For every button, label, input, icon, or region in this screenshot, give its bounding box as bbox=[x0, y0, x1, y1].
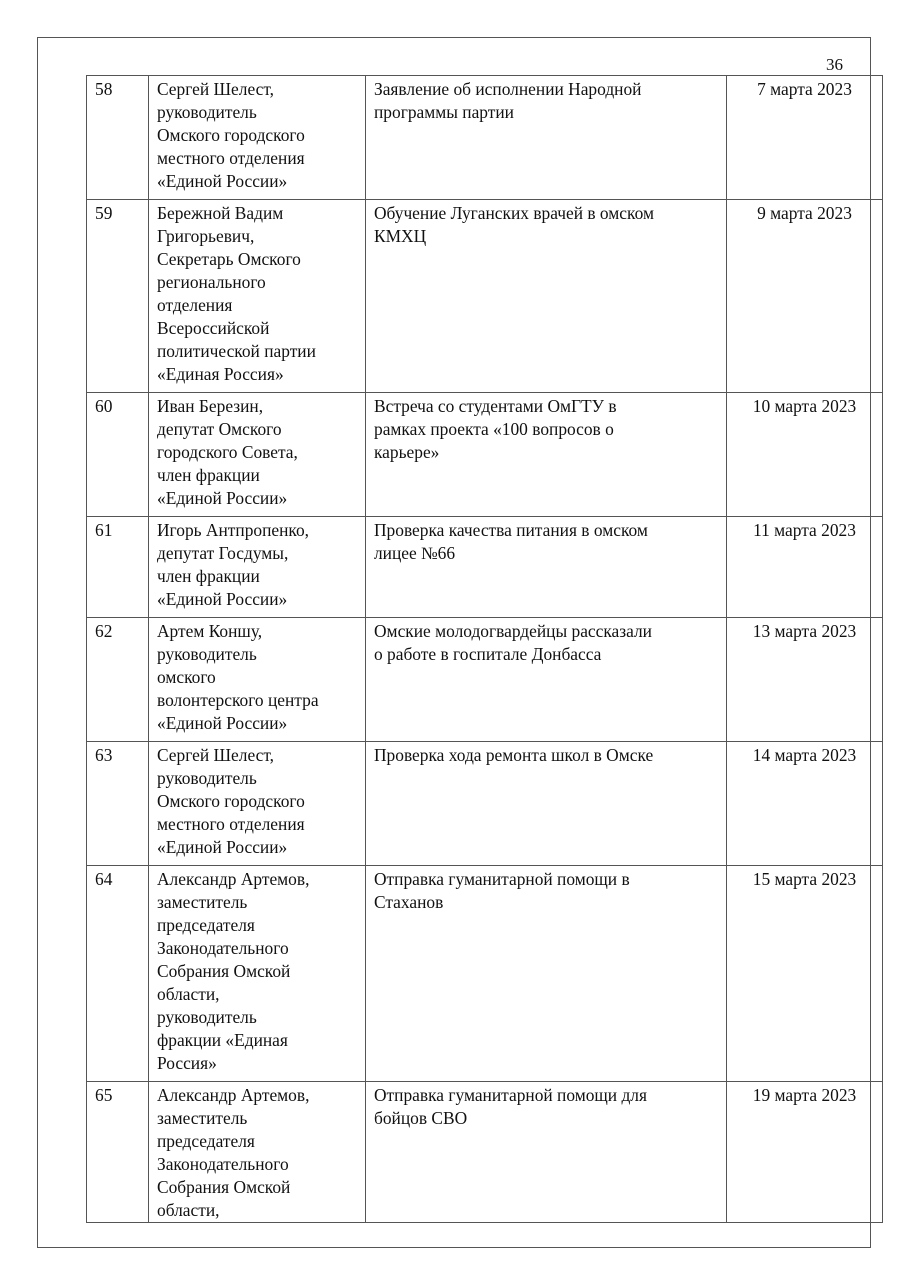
row-number: 65 bbox=[87, 1082, 149, 1223]
table-row bbox=[87, 866, 883, 1082]
person-cell bbox=[149, 1082, 366, 1223]
person-line: «Единой России» bbox=[157, 589, 288, 609]
person-line: городского Совета, bbox=[157, 442, 298, 462]
event-cell bbox=[366, 393, 727, 517]
event-line: бойцов СВО bbox=[374, 1108, 468, 1128]
person-line: Артем Коншу, bbox=[157, 621, 263, 641]
event-line: КМХЦ bbox=[374, 226, 427, 246]
person-line: Всероссийской bbox=[157, 318, 270, 338]
row-number: 60 bbox=[87, 393, 149, 517]
row-number: 63 bbox=[87, 742, 149, 866]
person-line: омского bbox=[157, 667, 216, 687]
person-line: член фракции bbox=[157, 465, 260, 485]
person-line: Григорьевич, bbox=[157, 226, 255, 246]
person-line: Александр Артемов, bbox=[157, 1085, 310, 1105]
person-line: Собрания Омской bbox=[157, 961, 291, 981]
event-line: рамках проекта «100 вопросов о bbox=[374, 419, 614, 439]
person-line: Омского городского bbox=[157, 791, 305, 811]
person-cell bbox=[149, 866, 366, 1082]
person-line: «Единой России» bbox=[157, 488, 288, 508]
event-line: Отправка гуманитарной помощи для bbox=[374, 1085, 647, 1105]
person-line: области, bbox=[157, 1200, 220, 1220]
event-line: Заявление об исполнении Народной bbox=[374, 79, 642, 99]
date-cell: 14 марта 2023 bbox=[727, 742, 883, 866]
person-line: председателя bbox=[157, 1131, 255, 1151]
person-line: «Единой России» bbox=[157, 171, 288, 191]
event-line: Проверка качества питания в омском bbox=[374, 520, 648, 540]
table-row bbox=[87, 517, 883, 618]
person-line: Собрания Омской bbox=[157, 1177, 291, 1197]
person-line: местного отделения bbox=[157, 148, 305, 168]
person-cell bbox=[149, 200, 366, 393]
event-cell bbox=[366, 517, 727, 618]
person-line: Бережной Вадим bbox=[157, 203, 284, 223]
event-line: Стаханов bbox=[374, 892, 444, 912]
event-cell bbox=[366, 618, 727, 742]
event-cell bbox=[366, 200, 727, 393]
event-line: лицее №66 bbox=[374, 543, 456, 563]
person-line: Законодательного bbox=[157, 1154, 289, 1174]
person-line: «Единой России» bbox=[157, 837, 288, 857]
person-line: Игорь Антпропенко, bbox=[157, 520, 310, 540]
event-line: о работе в госпитале Донбасса bbox=[374, 644, 602, 664]
events-table bbox=[86, 75, 883, 1223]
person-cell bbox=[149, 393, 366, 517]
event-line: Обучение Луганских врачей в омском bbox=[374, 203, 654, 223]
event-cell bbox=[366, 742, 727, 866]
table-row bbox=[87, 1082, 883, 1223]
event-cell bbox=[366, 76, 727, 200]
row-number: 59 bbox=[87, 200, 149, 393]
page-number: 36 bbox=[826, 55, 843, 74]
event-line: Омские молодогвардейцы рассказали bbox=[374, 621, 652, 641]
person-line: Секретарь Омского bbox=[157, 249, 301, 269]
person-line: депутат Омского bbox=[157, 419, 282, 439]
person-line: руководитель bbox=[157, 102, 257, 122]
person-line: области, bbox=[157, 984, 220, 1004]
person-line: член фракции bbox=[157, 566, 260, 586]
person-line: руководитель bbox=[157, 644, 257, 664]
person-cell bbox=[149, 76, 366, 200]
person-line: Сергей Шелест, bbox=[157, 745, 274, 765]
person-line: Законодательного bbox=[157, 938, 289, 958]
person-line: руководитель bbox=[157, 768, 257, 788]
person-line: Александр Артемов, bbox=[157, 869, 310, 889]
person-line: волонтерского центра bbox=[157, 690, 319, 710]
date-cell: 9 марта 2023 bbox=[727, 200, 883, 393]
row-number: 64 bbox=[87, 866, 149, 1082]
person-line: «Единой России» bbox=[157, 713, 288, 733]
event-cell bbox=[366, 1082, 727, 1223]
person-line: фракции «Единая bbox=[157, 1030, 288, 1050]
person-line: политической партии bbox=[157, 341, 316, 361]
date-cell: 19 марта 2023 bbox=[727, 1082, 883, 1223]
event-line: Отправка гуманитарной помощи в bbox=[374, 869, 630, 889]
date-cell: 15 марта 2023 bbox=[727, 866, 883, 1082]
person-line: председателя bbox=[157, 915, 255, 935]
person-line: руководитель bbox=[157, 1007, 257, 1027]
row-number: 58 bbox=[87, 76, 149, 200]
date-cell: 11 марта 2023 bbox=[727, 517, 883, 618]
person-line: Иван Березин, bbox=[157, 396, 264, 416]
event-line: Встреча со студентами ОмГТУ в bbox=[374, 396, 617, 416]
event-line: программы партии bbox=[374, 102, 514, 122]
person-line: регионального bbox=[157, 272, 266, 292]
date-cell: 13 марта 2023 bbox=[727, 618, 883, 742]
row-number: 61 bbox=[87, 517, 149, 618]
person-line: «Единая Россия» bbox=[157, 364, 284, 384]
person-line: Россия» bbox=[157, 1053, 217, 1073]
table-row bbox=[87, 200, 883, 393]
person-line: заместитель bbox=[157, 1108, 248, 1128]
person-cell bbox=[149, 618, 366, 742]
row-number: 62 bbox=[87, 618, 149, 742]
person-line: отделения bbox=[157, 295, 233, 315]
table-row bbox=[87, 742, 883, 866]
event-cell bbox=[366, 866, 727, 1082]
event-line: карьере» bbox=[374, 442, 440, 462]
person-line: депутат Госдумы, bbox=[157, 543, 289, 563]
table-row bbox=[87, 393, 883, 517]
date-cell: 7 марта 2023 bbox=[727, 76, 883, 200]
person-cell bbox=[149, 742, 366, 866]
table-row bbox=[87, 76, 883, 200]
date-cell: 10 марта 2023 bbox=[727, 393, 883, 517]
table-row bbox=[87, 618, 883, 742]
person-line: Омского городского bbox=[157, 125, 305, 145]
person-line: заместитель bbox=[157, 892, 248, 912]
person-line: местного отделения bbox=[157, 814, 305, 834]
event-line: Проверка хода ремонта школ в Омске bbox=[374, 745, 654, 765]
person-line: Сергей Шелест, bbox=[157, 79, 274, 99]
person-cell bbox=[149, 517, 366, 618]
